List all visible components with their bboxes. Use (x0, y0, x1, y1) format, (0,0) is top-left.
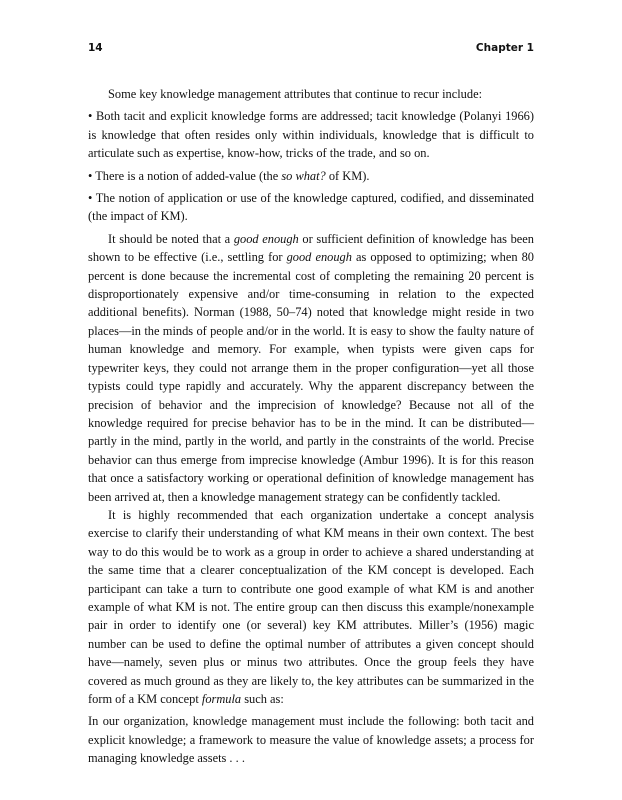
body-text (88, 85, 534, 768)
bullet-item: • The notion of application or use of the knowledge captured, codified, and disseminated (the impact of KM). (88, 191, 534, 224)
emphasis-text: good enough (286, 250, 352, 265)
emphasis-text: formula (201, 692, 242, 706)
page-number: 14 (88, 42, 103, 54)
bullet-item: • Both tacit and explicit knowledge forms are addressed; tacit knowledge (Polanyi 1966) is knowledge that often resides only within individuals, knowledge that is difficult to articulate such as expertise, know-how, tricks of the trade, and so on. (88, 109, 534, 161)
paragraph-concept-analysis (88, 506, 534, 708)
emphasis-text: so what? (281, 168, 326, 183)
intro-paragraph: Some key knowledge management attributes that continue to recur include: (108, 87, 483, 101)
emphasis-text: good enough (233, 231, 299, 246)
running-header (88, 42, 534, 56)
bullet-item (88, 167, 534, 185)
paragraph-text: It should be noted that a (108, 231, 234, 246)
paragraph-text: It is highly recommended that each organization undertake a concept analysis exercise to clarify their understanding of what KM means in their own context. The best way to do this would be to work as a group in order to achieve a shared understanding at the same time that a clearer conceptualization of the KM concept is developed. Each participant can take a turn to contribute one good example of what KM is and another example of what KM is not. The entire group can then discuss this example/nonexample pair in order to identify one (or several) key KM attributes. Miller’s (1956) magic number can be used to define the optimal number of attributes a given concept should have—namely, seven plus or minus two attributes. Once the group feels they have covered as much ground as they are likely to, the key attributes can be summarized in the form of a KM concept (88, 507, 534, 706)
paragraph-text: such as: (241, 692, 284, 706)
bullet-text: of KM). (325, 168, 370, 183)
chapter-label: Chapter 1 (475, 42, 534, 54)
paragraph-text: as opposed to optimizing; when 80 percent is done because the incremental cost of completing the remaining 20 percent is disproportionately expensive and/or time-consuming in relation to the expected additional benefits). Norman (1988, 50–74) noted that knowledge might reside in two places—in the minds of people and/or in the world. It is easy to show the faulty nature of human knowledge and memory. For example, when typists were given caps for typewriter keys, they could not arrange them in the proper configuration—yet all those typists could type rapidly and accurately. Why the apparent discrepancy between the precision of behavior and the imprecision of knowledge? Because not all of the knowledge required for precise behavior has to be in the mind. It can be distributed—partly in the mind, partly in the world, and partly in the constraints of the world. Precise behavior can thus emerge from imprecise knowledge (Ambur 1996). It is for this reason that once a satisfactory working or operational definition of knowledge management has been arrived at, then a knowledge management strategy can be confidently tackled. (88, 250, 534, 504)
paragraph-good-enough (88, 230, 534, 506)
block-quote: In our organization, knowledge management must include the following: both tacit and explicit knowledge; a framework to measure the value of knowledge assets; a process for managing knowledge assets . . . (88, 714, 534, 766)
paragraph-text: or sufficient definition of knowledge has been shown to be effective (i.e., settling for (88, 231, 534, 265)
bullet-text: • There is a notion of added-value (the (88, 168, 282, 183)
